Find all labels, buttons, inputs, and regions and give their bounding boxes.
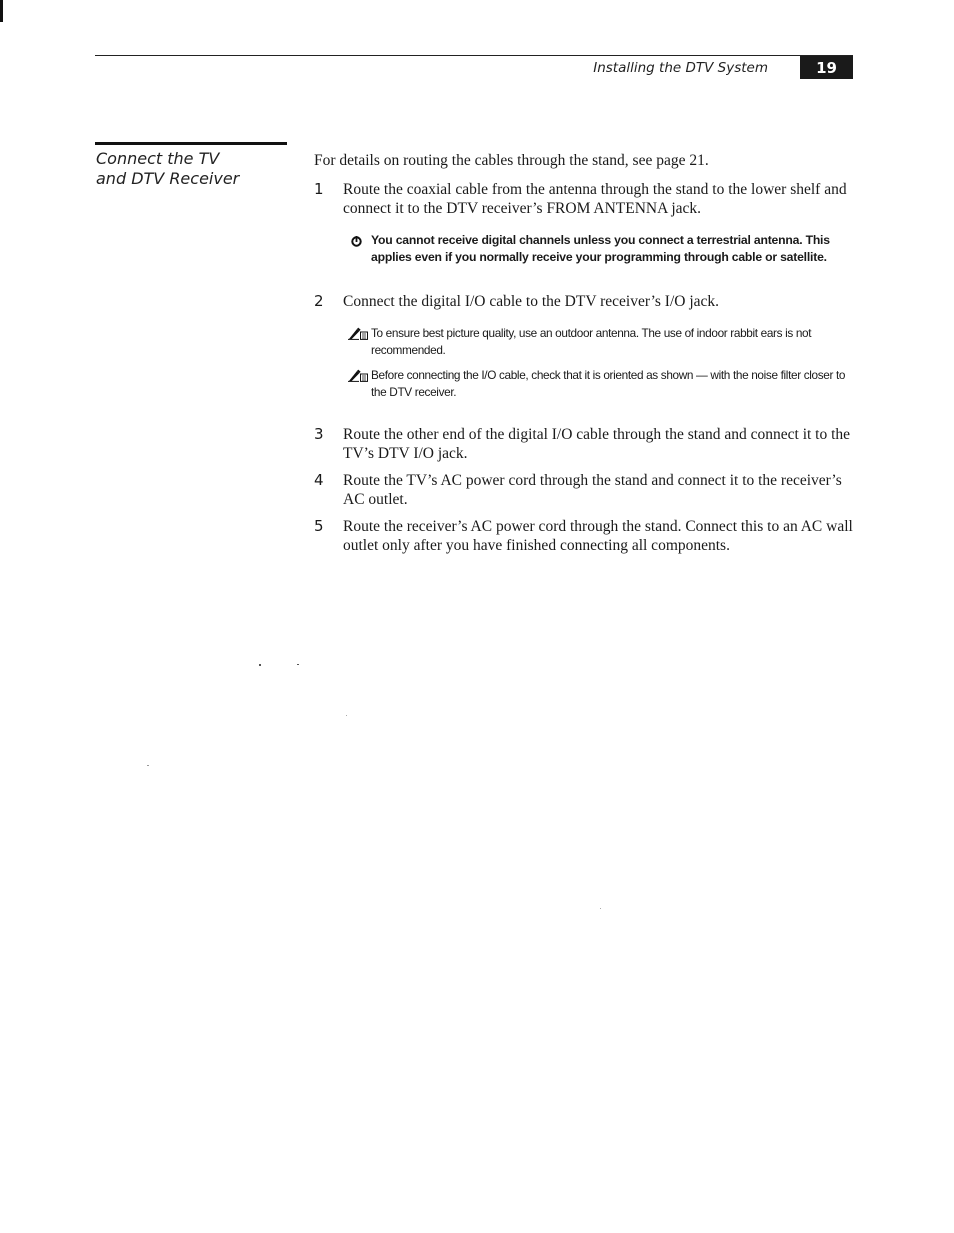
section-title-line1: Connect the TV [96,149,220,168]
warning-note [314,232,859,266]
step-number: 3 [314,425,324,443]
note-1 [314,325,859,359]
intro-text: For details on routing the cables through the stand, see page 21. [314,152,709,169]
step-number: 4 [314,471,324,489]
scan-mark [0,0,3,22]
section-title [96,149,296,189]
note-pencil-icon [347,368,369,382]
step-number: 2 [314,292,324,310]
note-text: Before connecting the I/O cable, check that it is oriented as shown — with the noise filter closer to the DTV receiver. [371,368,846,399]
page-number: 19 [800,56,853,79]
main-content [314,151,859,555]
warning-text: You cannot receive digital channels unless you connect a terrestrial antenna. This applies even if you normally receive your programming through cable or satellite. [371,233,830,264]
step-text: Route the other end of the digital I/O cable through the stand and connect it to the TV’s DTV I/O jack. [343,426,851,462]
step-text: Route the TV’s AC power cord through the stand and connect it to the receiver’s AC outlet. [343,472,842,508]
step-3 [314,425,859,463]
step-text: Route the coaxial cable from the antenna through the stand to the lower shelf and connect it to the DTV receiver’s FROM ANTENNA jack. [343,181,847,217]
header-rule [95,55,853,56]
step-number: 5 [314,517,324,535]
note-text: To ensure best picture quality, use an outdoor antenna. The use of indoor rabbit ears is not recommended. [371,326,812,357]
step-4 [314,471,859,509]
note-pencil-icon [347,326,369,340]
section-title-line2: and DTV Receiver [96,169,240,188]
step-number: 1 [314,180,324,198]
running-head: Installing the DTV System [593,60,768,76]
scan-speck [147,765,149,766]
scan-speck [259,664,261,666]
step-2 [314,292,859,311]
caution-icon [351,235,362,246]
step-text: Route the receiver’s AC power cord through the stand. Connect this to an AC wall outlet only after you have finished connecting all components. [343,518,853,554]
step-text: Connect the digital I/O cable to the DTV receiver’s I/O jack. [343,293,720,310]
scan-speck [346,715,347,716]
step-1 [314,180,859,218]
section-rule [95,142,287,145]
step-5 [314,517,859,555]
note-2 [314,367,859,401]
scan-speck [297,664,299,665]
scan-speck [600,908,601,909]
